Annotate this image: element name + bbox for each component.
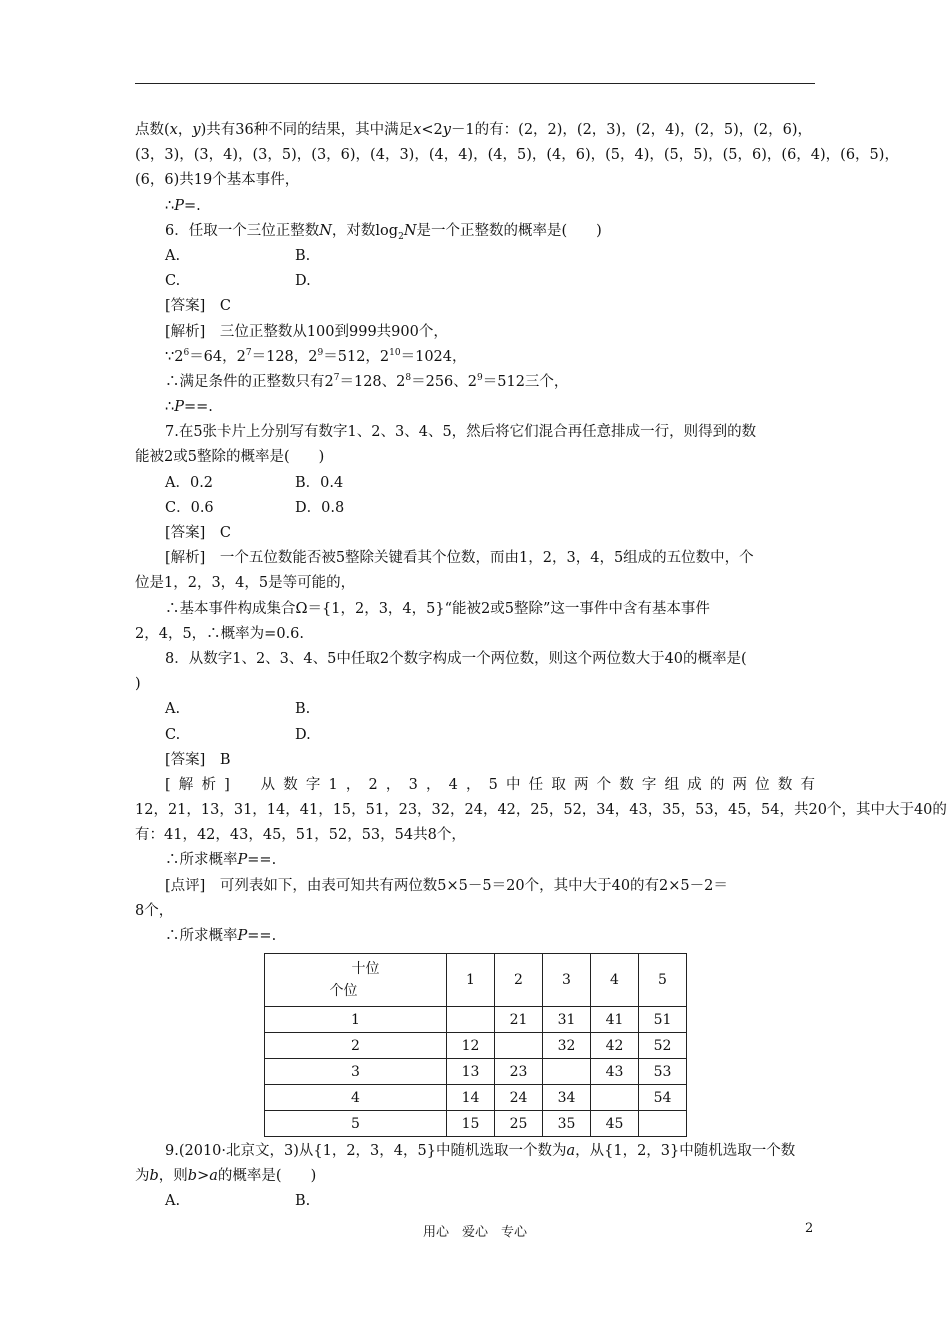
text-line: ∴P==.: [165, 399, 213, 416]
table-cell: 24: [495, 1085, 543, 1111]
option: D.: [295, 273, 311, 290]
table-cell: 52: [639, 1033, 687, 1059]
option: B.: [295, 701, 311, 718]
table-cell: 32: [543, 1033, 591, 1059]
table-cell: 34: [543, 1085, 591, 1111]
text-line: 8个，: [135, 902, 174, 919]
table-cell: 54: [639, 1085, 687, 1111]
question-7: 7.在5张卡片上分别写有数字1、2、3、4、5，然后将它们混合再任意排成一行，则得到的数: [165, 424, 757, 441]
table-cell: 42: [591, 1033, 639, 1059]
column-header: 3: [543, 954, 591, 1007]
analysis-line: [解析] 一个五位数能否被5整除关键看其个位数，而由1，2，3，4，5组成的五位数中，个: [165, 550, 754, 567]
table-cell: 35: [543, 1111, 591, 1137]
table-cell: [591, 1085, 639, 1111]
comment-line: [点评] 可列表如下，由表可知共有两位数5×5－5＝20个，其中大于40的有2×5－2＝: [165, 877, 728, 894]
options-row: [135, 1189, 815, 1214]
column-header: 2: [495, 954, 543, 1007]
options-row: [135, 697, 815, 722]
options-row: [135, 723, 815, 748]
text-line: ): [135, 676, 141, 693]
text-line: (6，6)共19个基本事件，: [135, 172, 300, 189]
table-cell: 12: [447, 1033, 495, 1059]
question-9-block: [135, 1139, 815, 1215]
option: B．0.4: [295, 474, 344, 491]
options-row: [135, 269, 815, 294]
table-cell: [639, 1111, 687, 1137]
text-line: ∴所求概率P==.: [165, 928, 277, 944]
table-row: [265, 1085, 687, 1111]
table-row: [265, 1007, 687, 1033]
table-corner-cell: [265, 954, 447, 1007]
table-cell: 51: [639, 1007, 687, 1033]
table-cell: 4: [265, 1085, 447, 1111]
text-line: ∴所求概率P==.: [165, 852, 277, 869]
option: D.: [295, 726, 311, 743]
text-line: 点数(x，y)共有36种不同的结果，其中满足x<2y－1的有：(2，2)，(2，3)，(2，4)，(2，5)，(2，6)，: [135, 122, 812, 138]
text-line: 12，21，13，31，14，41，15，51，23，32，24，42，25，52，34，43，35，53，45，54，共20个，其中大于40的: [135, 802, 947, 819]
table-cell: 45: [591, 1111, 639, 1137]
table-cell: 2: [265, 1033, 447, 1059]
text-line: 2，4，5，∴概率为=0.6.: [135, 625, 304, 642]
column-header: 4: [591, 954, 639, 1007]
options-row: [135, 496, 815, 521]
table-cell: 25: [495, 1111, 543, 1137]
text-line: 为b，则b>a的概率是( ): [135, 1168, 317, 1185]
header-rule: [135, 83, 815, 84]
option: C．0.6: [165, 499, 214, 516]
text-line: $\because 2^6=64$，$2^7=128$，$2^9=512$，$2^{10}=1024$，: [165, 347, 467, 365]
option: C.: [165, 273, 181, 290]
options-row: [135, 471, 815, 496]
table-cell: 31: [543, 1007, 591, 1033]
option: A.: [165, 701, 181, 718]
text-line: 能被2或5整除的概率是( ): [135, 449, 325, 466]
table-header-row: [265, 954, 687, 1007]
option: B.: [295, 1193, 311, 1210]
table-cell: 21: [495, 1007, 543, 1033]
text-line: ∴基本事件构成集合Ω＝{1，2，3，4，5}“能被2或5整除”这一事件中含有基本事件: [165, 600, 710, 617]
analysis-line: [解析] 从数字1，2，3，4，5中任取两个数字组成的两位数有: [165, 776, 815, 793]
body-text: [135, 118, 947, 949]
question-9: 9.(2010·北京文，3)从{1，2，3，4，5}中随机选取一个数为a，从{1，2，3}中随机选取一个数: [165, 1143, 796, 1159]
table-row: [265, 1033, 687, 1059]
table-cell: [447, 1007, 495, 1033]
option: C.: [165, 726, 181, 743]
answer-line: [答案] C: [165, 525, 231, 541]
table-cell: 1: [265, 1007, 447, 1033]
text-line: 位是1，2，3，4，5是等可能的，: [135, 575, 356, 592]
header-ones-label: 个位: [329, 983, 358, 999]
text-line: ∴P=.: [165, 197, 201, 214]
table-cell: 15: [447, 1111, 495, 1137]
footer-motto: 用心 爱心 专心: [422, 1225, 527, 1240]
table-cell: 13: [447, 1059, 495, 1085]
answer-line: [答案] C: [165, 298, 231, 315]
table-cell: 3: [265, 1059, 447, 1085]
header-tens-label: 十位: [351, 961, 380, 977]
table-cell: 5: [265, 1111, 447, 1137]
table-row: [265, 1111, 687, 1137]
question-6: 6．任取一个三位正整数N，对数$\log_2N$是一个正整数的概率是( ): [165, 222, 602, 242]
option: A.: [165, 1193, 181, 1210]
text-line: 有：41，42，43，45，51，52，53，54共8个，: [135, 827, 466, 844]
column-header: 1: [447, 954, 495, 1007]
option: A.: [165, 247, 181, 264]
option: A．0.2: [165, 474, 214, 491]
table-cell: 41: [591, 1007, 639, 1033]
page-number: 2: [805, 1221, 814, 1236]
table-cell: 14: [447, 1085, 495, 1111]
option: D．0.8: [295, 499, 345, 516]
table-row: [265, 1059, 687, 1085]
options-row: [135, 244, 815, 269]
table-cell: [495, 1033, 543, 1059]
text-line: ∴满足条件的正整数只有$2^7=128$、$2^8=256$、$2^9=512$三个，: [165, 373, 569, 390]
text-line: (3，3)，(3，4)，(3，5)，(3，6)，(4，3)，(4，4)，(4，5)，(4，6)，(5，4)，(5，5)，(5，6)，(6，4)，(6，5)，: [135, 147, 899, 164]
analysis-line: [解析] 三位正整数从100到999共900个，: [165, 323, 448, 340]
table-cell: [543, 1059, 591, 1085]
column-header: 5: [639, 954, 687, 1007]
table-cell: 53: [639, 1059, 687, 1085]
question-8: 8．从数字1、2、3、4、5中任取2个数字构成一个两位数，则这个两位数大于40的概率是(: [165, 650, 747, 667]
two-digit-table: [264, 953, 687, 1137]
table-cell: 23: [495, 1059, 543, 1085]
answer-line: [答案] B: [165, 751, 231, 768]
option: B.: [295, 247, 311, 264]
table-cell: 43: [591, 1059, 639, 1085]
